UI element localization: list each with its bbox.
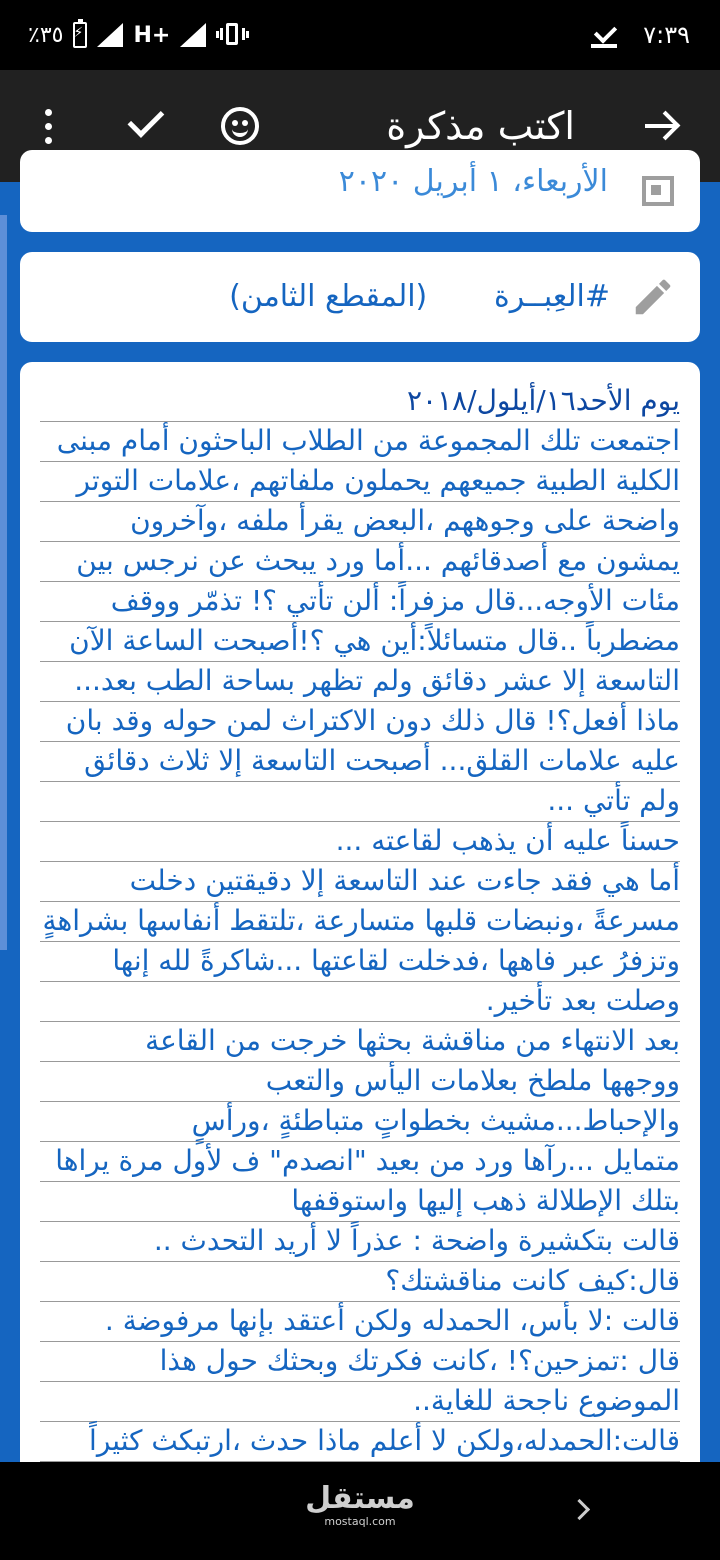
note-line: قال :تمزحين؟! ،كانت فكرتك وبحثك حول هذا: [40, 1342, 680, 1382]
toolbar-title: اكتب مذكرة: [386, 104, 575, 148]
note-line: قالت بتكشيرة واضحة : عذراً لا أريد التحدث ..: [40, 1222, 680, 1262]
note-line: قال:كيف كانت مناقشتك؟: [40, 1262, 680, 1302]
emoji-button[interactable]: [212, 98, 268, 154]
navigation-bar: [0, 1462, 720, 1560]
title-card[interactable]: [20, 252, 700, 342]
note-line: حسناً عليه أن يذهب لقاعته ...: [40, 822, 680, 862]
note-body-card[interactable]: [20, 362, 700, 1482]
date-card[interactable]: [20, 150, 700, 232]
chevron-right-icon[interactable]: [569, 1499, 590, 1520]
battery-percent: ٪٣٥: [28, 22, 64, 48]
note-line: قالت :لا بأس، الحمدله ولكن أعتقد بإنها مرفوضة .: [40, 1302, 680, 1342]
network-type: H+: [133, 22, 171, 48]
note-line: الموضوع ناجحة للغاية..: [40, 1382, 680, 1422]
note-line: وتزفرُ عبر فاهها ،فدخلت لقاعتها ...شاكرةً لله إنها: [40, 942, 680, 982]
note-date: الأربعاء، ١ أبريل ٢٠٢٠: [338, 164, 608, 199]
note-line: ووجهها ملطخ بعلامات اليأس والتعب: [40, 1062, 680, 1102]
note-line: عليه علامات القلق... أصبحت التاسعة إلا ثلاث دقائق: [40, 742, 680, 782]
note-line: مضطرباً ..قال متسائلاً:أين هي ؟!أصبحت الساعة الآن: [40, 622, 680, 662]
note-line: التاسعة إلا عشر دقائق ولم تظهر بساحة الطب بعد...: [40, 662, 680, 702]
more-options-button[interactable]: [20, 98, 76, 154]
more-vert-icon: [45, 109, 52, 144]
note-line: واضحة على وجوههم ،البعض يقرأ ملفه ،وآخرون: [40, 502, 680, 542]
note-body-text[interactable]: [40, 382, 680, 1462]
emoji-icon: [221, 107, 259, 145]
note-line: ولم تأتي ...: [40, 782, 680, 822]
note-line: بعد الانتهاء من مناقشة بحثها خرجت من القاعة: [40, 1022, 680, 1062]
status-right: [591, 18, 690, 52]
back-button[interactable]: [634, 98, 690, 154]
calendar-icon: [642, 176, 674, 206]
status-bar: [0, 0, 720, 70]
logo-subtext: mostaql.com: [324, 1515, 396, 1528]
note-line: والإحباط...مشيث بخطواتٍ متباطئةٍ ،ورأسٍ: [40, 1102, 680, 1142]
status-left: [28, 18, 250, 52]
note-line: اجتمعت تلك المجموعة من الطلاب الباحثون أمام مبنى: [40, 422, 680, 462]
watermark-logo: [300, 1482, 420, 1528]
note-line: قالت:الحمدله،ولكن لا أعلم ماذا حدث ،ارتبكث كثيراً: [40, 1422, 680, 1462]
note-line: يمشون مع أصدقائهم ...أما ورد يبحث عن نرجس بين: [40, 542, 680, 582]
signal-icon-2: [180, 23, 206, 47]
scroll-indicator: [0, 215, 7, 950]
arrow-right-icon: [645, 111, 679, 141]
note-line: يوم الأحد١٦/أيلول/٢٠١٨: [40, 382, 680, 422]
note-line: الكلية الطبية جميعهم يحملون ملفاتهم ،علامات التوتر: [40, 462, 680, 502]
signal-icon: [97, 23, 123, 47]
note-line: مسرعةً ،ونبضات قلبها متسارعة ،تلتقط أنفاسها بشراهةٍ: [40, 902, 680, 942]
note-line: متمايل ...رآها ورد من بعيد "انصدم" ف لأول مرة يراها: [40, 1142, 680, 1182]
note-line: بتلك الإطلالة ذهب إليها واستوقفها: [40, 1182, 680, 1222]
note-line: مئات الأوجه...قال مزفراً: ألن تأتي ؟! تذمّر ووقف: [40, 582, 680, 622]
note-line: وصلت بعد تأخير.: [40, 982, 680, 1022]
clock: ٧:٣٩: [643, 21, 690, 49]
logo-text: مستقل: [305, 1481, 415, 1516]
download-done-icon: [591, 22, 617, 48]
note-title[interactable]: #العِبــرة (المقطع الثامن): [229, 279, 610, 314]
note-line: أما هي فقد جاءت عند التاسعة إلا دقيقتين دخلت: [40, 862, 680, 902]
done-button[interactable]: [116, 98, 172, 154]
note-line: ماذا أفعل؟! قال ذلك دون الاكتراث لمن حوله وقد بان: [40, 702, 680, 742]
pencil-icon: [630, 274, 676, 320]
battery-charging-icon: [73, 22, 87, 48]
check-icon: [127, 101, 164, 138]
vibrate-icon: [216, 22, 250, 48]
